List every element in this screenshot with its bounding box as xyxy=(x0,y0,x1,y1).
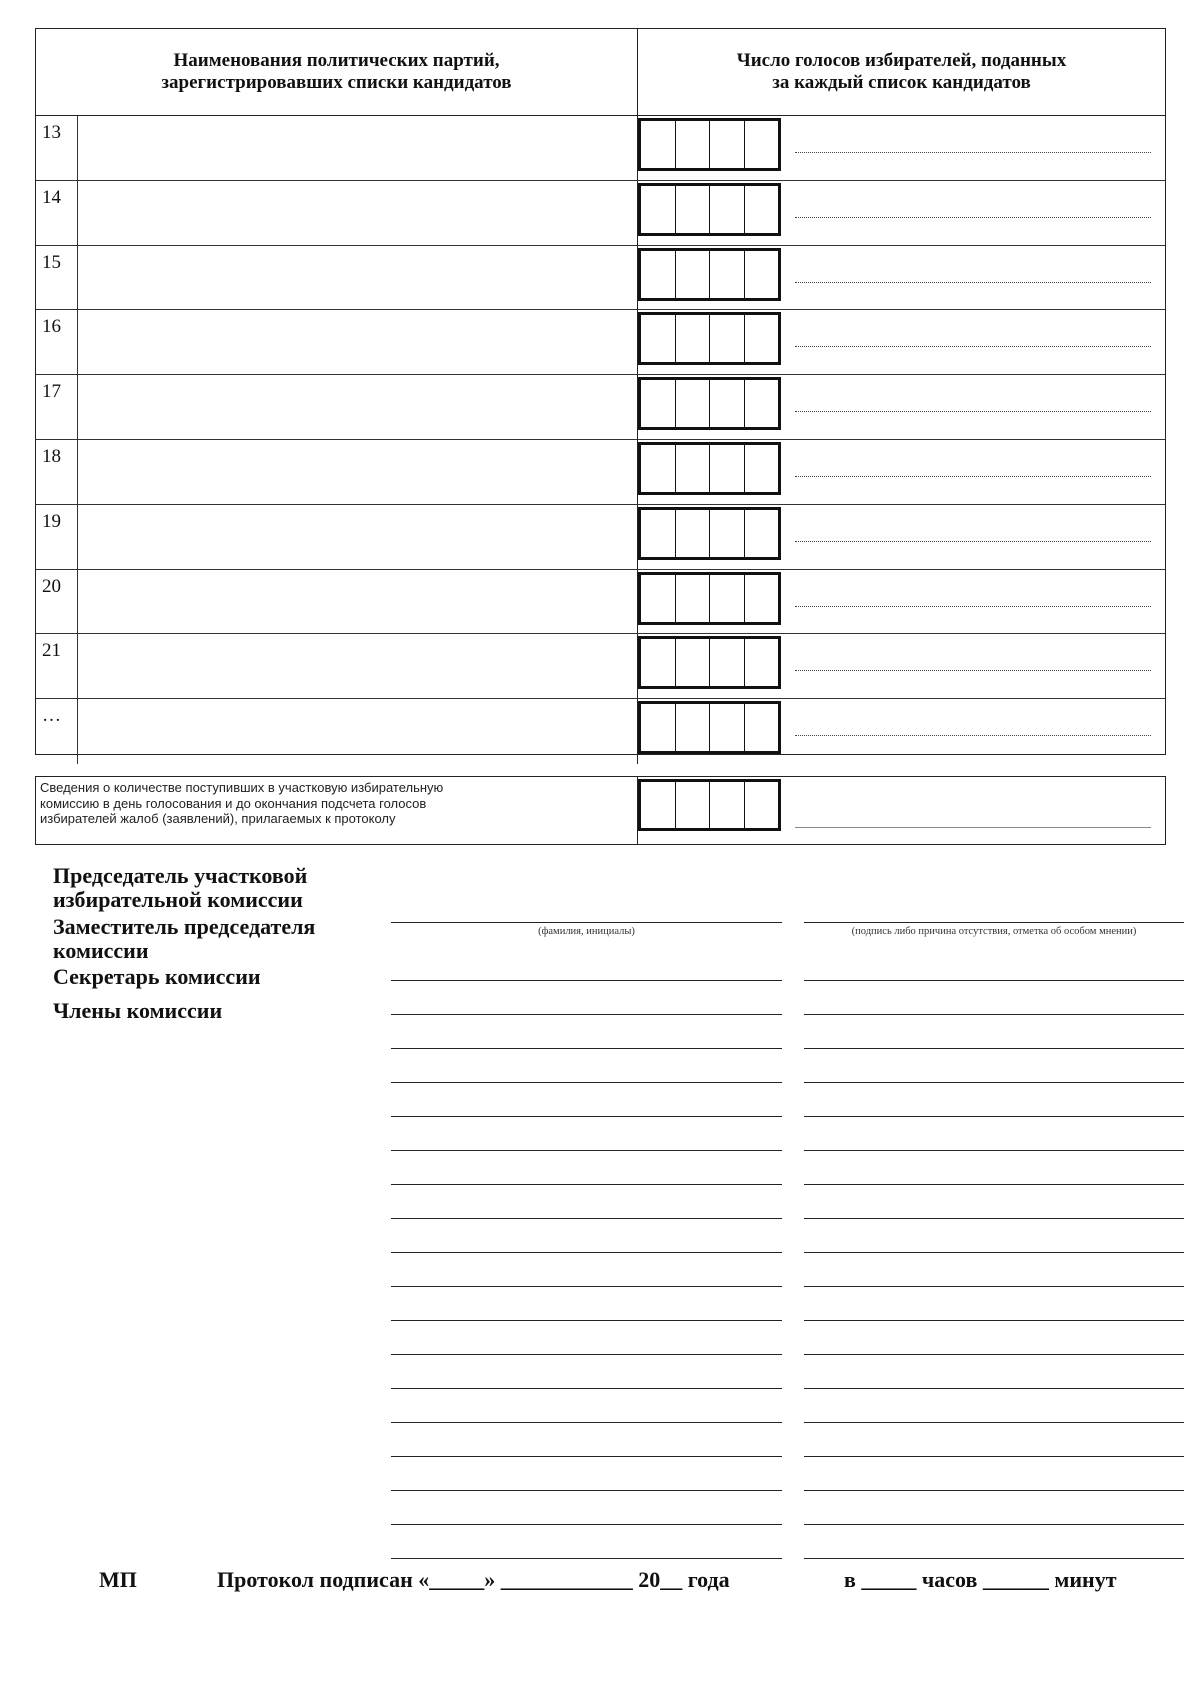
sign-signature-line[interactable] xyxy=(804,1320,1184,1321)
digit-cell[interactable] xyxy=(641,186,676,233)
table-row xyxy=(36,246,1165,311)
vote-words-line[interactable] xyxy=(795,541,1151,542)
vote-digit-box[interactable] xyxy=(638,636,781,689)
digit-cell[interactable] xyxy=(745,510,779,557)
sign-signature-line[interactable] xyxy=(804,1558,1184,1559)
digit-cell[interactable] xyxy=(676,445,711,492)
digit-cell[interactable] xyxy=(745,639,779,686)
vote-words-line[interactable] xyxy=(795,735,1151,736)
name-signature-line[interactable] xyxy=(391,1082,782,1083)
digit-cell[interactable] xyxy=(710,575,745,622)
vote-count-cell xyxy=(637,505,1165,569)
name-signature-line[interactable] xyxy=(391,1286,782,1287)
name-signature-line[interactable] xyxy=(391,1048,782,1049)
party-name-cell[interactable] xyxy=(78,440,637,504)
caption-sign: (подпись либо причина отсутствия, отметка об особом мнении) xyxy=(851,926,1137,937)
vote-digit-box[interactable] xyxy=(638,118,781,171)
row-number: 14 xyxy=(36,181,78,245)
row-number: 21 xyxy=(36,634,78,698)
digit-cell[interactable] xyxy=(641,639,676,686)
digit-cell[interactable] xyxy=(710,704,745,751)
table-row xyxy=(36,310,1165,375)
digit-cell[interactable] xyxy=(710,315,745,362)
digit-cell[interactable] xyxy=(641,510,676,557)
row-number: 19 xyxy=(36,505,78,569)
vote-digit-box[interactable] xyxy=(638,312,781,365)
complaints-row xyxy=(35,776,1166,845)
vote-digit-box[interactable] xyxy=(638,572,781,625)
complaints-count-cell xyxy=(637,777,1165,844)
digit-cell[interactable] xyxy=(710,121,745,168)
table-row xyxy=(36,440,1165,505)
sign-signature-line[interactable] xyxy=(804,1354,1184,1355)
digit-cell[interactable] xyxy=(745,121,779,168)
digit-cell[interactable] xyxy=(710,251,745,298)
party-votes-table xyxy=(35,28,1166,755)
digit-cell[interactable] xyxy=(641,445,676,492)
name-signature-line[interactable] xyxy=(391,1150,782,1151)
stamp-mark: МП xyxy=(99,1567,137,1592)
digit-cell[interactable] xyxy=(710,445,745,492)
vote-count-cell xyxy=(637,440,1165,504)
digit-cell[interactable] xyxy=(710,782,745,828)
caption-name: (фамилия, инициалы) xyxy=(538,926,635,937)
name-signature-line[interactable] xyxy=(391,922,782,923)
digit-cell[interactable] xyxy=(676,315,711,362)
digit-cell[interactable] xyxy=(710,186,745,233)
digit-cell[interactable] xyxy=(745,380,779,427)
vote-words-line[interactable] xyxy=(795,606,1151,607)
row-number: 13 xyxy=(36,116,78,180)
digit-cell[interactable] xyxy=(745,575,779,622)
digit-cell[interactable] xyxy=(745,186,779,233)
vote-words-line[interactable] xyxy=(795,670,1151,671)
name-signature-line[interactable] xyxy=(391,1558,782,1559)
name-signature-line[interactable] xyxy=(391,1422,782,1423)
table-row xyxy=(36,116,1165,181)
signed-time-text: в _____ часов ______ минут xyxy=(844,1567,1117,1592)
digit-cell[interactable] xyxy=(676,186,711,233)
digit-cell[interactable] xyxy=(745,315,779,362)
name-signature-line[interactable] xyxy=(391,1116,782,1117)
name-signature-line[interactable] xyxy=(391,1388,782,1389)
name-signature-line[interactable] xyxy=(391,980,782,981)
digit-cell[interactable] xyxy=(641,251,676,298)
name-signature-line[interactable] xyxy=(391,1184,782,1185)
vote-count-cell xyxy=(637,634,1165,698)
digit-cell[interactable] xyxy=(745,782,779,828)
digit-cell[interactable] xyxy=(641,121,676,168)
sign-signature-line[interactable] xyxy=(804,1490,1184,1491)
vote-digit-box[interactable] xyxy=(638,442,781,495)
party-name-cell[interactable] xyxy=(78,634,637,698)
digit-cell[interactable] xyxy=(676,251,711,298)
vote-digit-box[interactable] xyxy=(638,183,781,236)
chairman-label: Председатель участковой избирательной комиссии xyxy=(53,863,308,912)
deputy-label: Заместитель председателя комиссии xyxy=(53,914,316,963)
vote-digit-box[interactable] xyxy=(638,507,781,560)
complaints-digit-box[interactable] xyxy=(638,779,781,831)
name-signature-line[interactable] xyxy=(391,1524,782,1525)
vote-digit-box[interactable] xyxy=(638,377,781,430)
sign-signature-line[interactable] xyxy=(804,1456,1184,1457)
digit-cell[interactable] xyxy=(676,782,711,828)
name-signature-line[interactable] xyxy=(391,1490,782,1491)
sign-signature-line[interactable] xyxy=(804,922,1184,923)
table-row xyxy=(36,375,1165,440)
row-number: … xyxy=(36,699,78,764)
sign-signature-line[interactable] xyxy=(804,1082,1184,1083)
sign-signature-line[interactable] xyxy=(804,1150,1184,1151)
vote-words-line[interactable] xyxy=(795,217,1151,218)
digit-cell[interactable] xyxy=(676,639,711,686)
vote-words-line[interactable] xyxy=(795,476,1151,477)
digit-cell[interactable] xyxy=(710,639,745,686)
complaints-label: Сведения о количестве поступивших в участковую избирательную комиссию в день голосования и до окончания подсчета голосов избирателей жалоб (заявлений), прилагаемых к протоколу xyxy=(40,780,444,826)
vote-count-cell xyxy=(637,116,1165,180)
table-header xyxy=(36,29,1165,116)
vote-digit-box[interactable] xyxy=(638,248,781,301)
digit-cell[interactable] xyxy=(641,575,676,622)
party-name-cell[interactable] xyxy=(78,570,637,634)
vote-count-cell xyxy=(637,699,1165,764)
complaints-words-line[interactable] xyxy=(795,827,1151,828)
digit-cell[interactable] xyxy=(676,121,711,168)
digit-cell[interactable] xyxy=(676,704,711,751)
party-name-cell[interactable] xyxy=(78,699,637,764)
row-number: 17 xyxy=(36,375,78,439)
sign-signature-line[interactable] xyxy=(804,1252,1184,1253)
party-name-cell[interactable] xyxy=(78,375,637,439)
header-party-names xyxy=(36,29,637,115)
party-name-cell[interactable] xyxy=(78,116,637,180)
vote-count-cell xyxy=(637,375,1165,439)
sign-signature-line[interactable] xyxy=(804,1388,1184,1389)
party-name-cell[interactable] xyxy=(78,246,637,310)
vote-words-line[interactable] xyxy=(795,411,1151,412)
sign-signature-line[interactable] xyxy=(804,1048,1184,1049)
sign-signature-line[interactable] xyxy=(804,1286,1184,1287)
sign-signature-line[interactable] xyxy=(804,1422,1184,1423)
members-label: Члены комиссии xyxy=(53,998,223,1023)
name-signature-line[interactable] xyxy=(391,1252,782,1253)
name-signature-line[interactable] xyxy=(391,1218,782,1219)
digit-cell[interactable] xyxy=(641,380,676,427)
party-name-cell[interactable] xyxy=(78,505,637,569)
vote-count-cell xyxy=(637,570,1165,634)
digit-cell[interactable] xyxy=(745,445,779,492)
digit-cell[interactable] xyxy=(745,251,779,298)
digit-cell[interactable] xyxy=(710,510,745,557)
digit-cell[interactable] xyxy=(710,380,745,427)
digit-cell[interactable] xyxy=(676,380,711,427)
vote-words-line[interactable] xyxy=(795,346,1151,347)
party-name-cell[interactable] xyxy=(78,310,637,374)
digit-cell[interactable] xyxy=(641,704,676,751)
vote-words-line[interactable] xyxy=(795,282,1151,283)
digit-cell[interactable] xyxy=(676,575,711,622)
vote-count-cell xyxy=(637,181,1165,245)
header-vote-counts-text: Число голосов избирателей, поданных за каждый список кандидатов xyxy=(736,50,1067,93)
table-row xyxy=(36,505,1165,570)
vote-digit-box[interactable] xyxy=(638,701,781,754)
name-signature-line[interactable] xyxy=(391,1354,782,1355)
name-signature-line[interactable] xyxy=(391,1320,782,1321)
row-number: 15 xyxy=(36,246,78,310)
digit-cell[interactable] xyxy=(641,315,676,362)
sign-signature-line[interactable] xyxy=(804,1014,1184,1015)
header-party-names-text: Наименования политических партий, зарегистрировавших списки кандидатов xyxy=(161,50,512,93)
sign-signature-line[interactable] xyxy=(804,1218,1184,1219)
row-number: 20 xyxy=(36,570,78,634)
name-signature-line[interactable] xyxy=(391,1014,782,1015)
vote-count-cell xyxy=(637,310,1165,374)
sign-signature-line[interactable] xyxy=(804,1524,1184,1525)
row-number: 16 xyxy=(36,310,78,374)
signed-date-text: Протокол подписан «_____» ____________ 20__ года xyxy=(217,1567,730,1592)
row-number: 18 xyxy=(36,440,78,504)
digit-cell[interactable] xyxy=(641,782,676,828)
name-signature-line[interactable] xyxy=(391,1456,782,1457)
table-row xyxy=(36,634,1165,699)
sign-signature-line[interactable] xyxy=(804,1184,1184,1185)
digit-cell[interactable] xyxy=(745,704,779,751)
table-row xyxy=(36,181,1165,246)
party-name-cell[interactable] xyxy=(78,181,637,245)
secretary-label: Секретарь комиссии xyxy=(53,964,261,989)
vote-words-line[interactable] xyxy=(795,152,1151,153)
header-vote-counts xyxy=(637,29,1165,115)
digit-cell[interactable] xyxy=(676,510,711,557)
sign-signature-line[interactable] xyxy=(804,1116,1184,1117)
table-row xyxy=(36,570,1165,635)
vote-count-cell xyxy=(637,246,1165,310)
sign-signature-line[interactable] xyxy=(804,980,1184,981)
table-row xyxy=(36,699,1165,764)
